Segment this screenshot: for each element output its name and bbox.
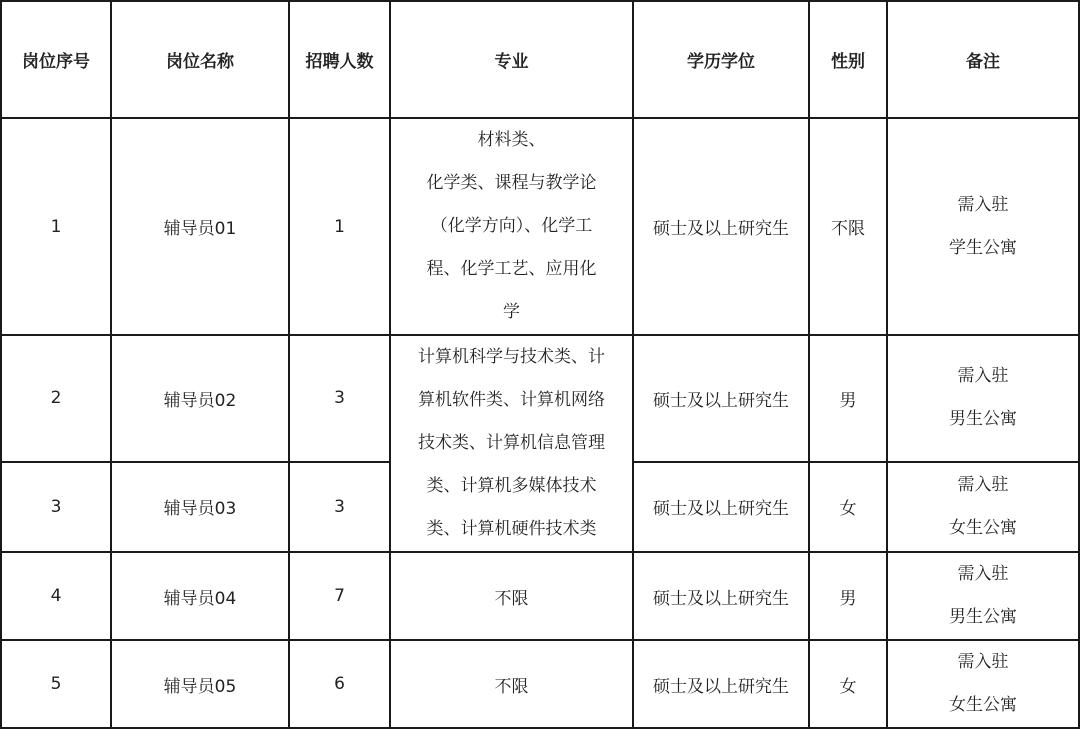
cell-major-merged: [390, 335, 633, 552]
cell-count: 7: [289, 552, 390, 640]
header-major: 专业: [390, 1, 633, 118]
note-line: 男生公寓: [949, 409, 1017, 430]
cell-count: 6: [289, 640, 390, 728]
cell-note: [887, 335, 1079, 462]
cell-major: 不限: [390, 640, 633, 728]
cell-degree: 硕士及以上研究生: [633, 335, 809, 462]
major-line: 程、化学工艺、应用化: [426, 259, 597, 279]
cell-name: 辅导员02: [111, 335, 289, 462]
cell-degree: 硕士及以上研究生: [633, 552, 809, 640]
major-line: 技术类、计算机信息管理: [418, 433, 605, 453]
cell-count: 1: [289, 118, 390, 335]
major-line: 计算机科学与技术类、计: [418, 347, 605, 367]
cell-seq: 2: [1, 335, 111, 462]
note-line: 女生公寓: [949, 517, 1017, 538]
major-line: 材料类、: [477, 130, 546, 150]
major-line: 类、计算机硬件技术类: [426, 519, 597, 539]
cell-name: 辅导员04: [111, 552, 289, 640]
note-line: 需入驻: [957, 564, 1009, 584]
cell-seq: 4: [1, 552, 111, 640]
header-note: 备注: [887, 1, 1079, 118]
cell-name: 辅导员01: [111, 118, 289, 335]
header-degree: 学历学位: [633, 1, 809, 118]
cell-note: [887, 640, 1079, 728]
cell-major: 不限: [390, 552, 633, 640]
header-count: 招聘人数: [289, 1, 390, 118]
major-line: 化学类、课程与教学论: [426, 173, 597, 193]
header-name: 岗位名称: [111, 1, 289, 118]
cell-name: 辅导员03: [111, 462, 289, 552]
cell-note: [887, 462, 1079, 552]
note-line: 需入驻: [957, 366, 1009, 387]
major-line: 算机软件类、计算机网络: [418, 390, 605, 410]
cell-seq: 5: [1, 640, 111, 728]
note-line: 学生公寓: [949, 237, 1017, 258]
cell-degree: 硕士及以上研究生: [633, 462, 809, 552]
cell-degree: 硕士及以上研究生: [633, 118, 809, 335]
cell-count: 3: [289, 335, 390, 462]
major-line: 类、计算机多媒体技术: [426, 476, 597, 496]
table-header-row: [1, 1, 1079, 118]
note-line: 需入驻: [957, 652, 1009, 672]
note-line: 需入驻: [957, 194, 1009, 215]
cell-gender: 男: [809, 335, 887, 462]
cell-gender: 男: [809, 552, 887, 640]
table-row: [1, 640, 1079, 728]
cell-count: 3: [289, 462, 390, 552]
header-seq: 岗位序号: [1, 1, 111, 118]
cell-gender: 不限: [809, 118, 887, 335]
note-line: 男生公寓: [949, 607, 1017, 627]
note-line: 需入驻: [957, 474, 1009, 495]
major-line: 学: [503, 302, 520, 322]
cell-major: [390, 118, 633, 335]
cell-seq: 3: [1, 462, 111, 552]
cell-gender: 女: [809, 640, 887, 728]
cell-gender: 女: [809, 462, 887, 552]
cell-seq: 1: [1, 118, 111, 335]
table-row: [1, 552, 1079, 640]
cell-note: [887, 118, 1079, 335]
cell-name: 辅导员05: [111, 640, 289, 728]
major-line: （化学方向）、化学工: [430, 216, 593, 236]
note-line: 女生公寓: [949, 695, 1017, 715]
cell-note: [887, 552, 1079, 640]
header-gender: 性别: [809, 1, 887, 118]
table-row: [1, 118, 1079, 335]
table-row: [1, 335, 1079, 462]
cell-degree: 硕士及以上研究生: [633, 640, 809, 728]
